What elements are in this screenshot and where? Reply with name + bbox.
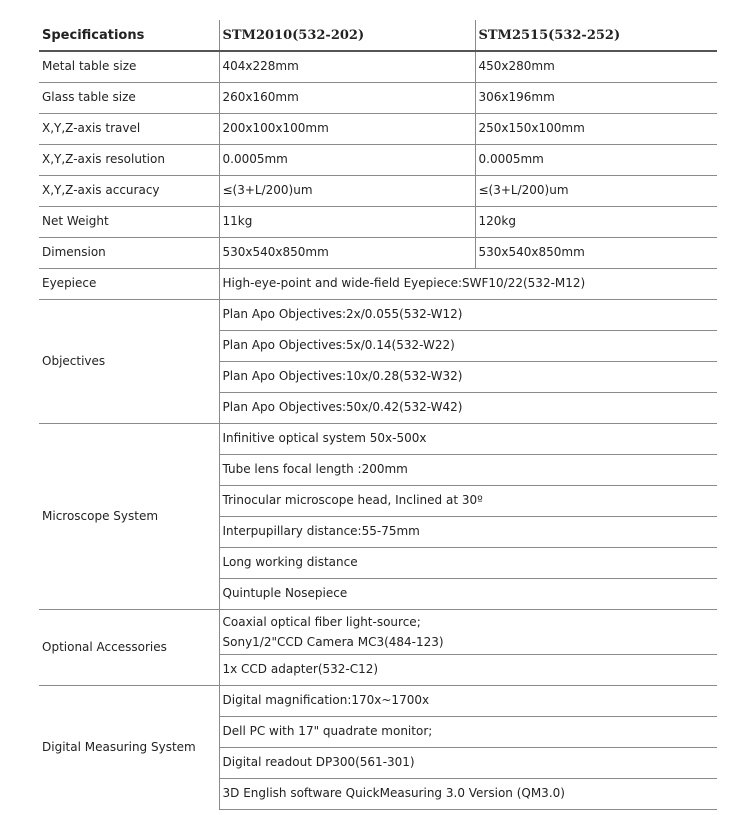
row-label: X,Y,Z-axis resolution <box>39 144 219 175</box>
microscope-item: Tube lens focal length :200mm <box>219 454 717 485</box>
row-value-stm2010: 530x540x850mm <box>219 237 475 268</box>
eyepiece-value: High-eye-point and wide-field Eyepiece:SWF10/22(532-M12) <box>219 268 717 299</box>
objective-item: Plan Apo Objectives:2x/0.055(532-W12) <box>219 299 717 330</box>
objective-item: Plan Apo Objectives:10x/0.28(532-W32) <box>219 361 717 392</box>
table-row <box>39 206 717 237</box>
table-row <box>39 237 717 268</box>
row-value-stm2010: ≤(3+L/200)um <box>219 175 475 206</box>
accessories-row <box>39 609 717 654</box>
objective-item: Plan Apo Objectives:50x/0.42(532-W42) <box>219 392 717 423</box>
microscope-item: Interpupillary distance:55-75mm <box>219 516 717 547</box>
header-specifications: Specifications <box>39 20 219 51</box>
microscope-row <box>39 423 717 454</box>
eyepiece-label: Eyepiece <box>39 268 219 299</box>
header-model-stm2515: STM2515(532-252) <box>475 20 717 51</box>
optional-accessories-label: Optional Accessories <box>39 609 219 685</box>
table-row <box>39 175 717 206</box>
digital-item: Dell PC with 17" quadrate monitor; <box>219 716 717 747</box>
microscope-item: Infinitive optical system 50x-500x <box>219 423 717 454</box>
row-label: Dimension <box>39 237 219 268</box>
objectives-label: Objectives <box>39 299 219 423</box>
eyepiece-row <box>39 268 717 299</box>
row-value-stm2515: 250x150x100mm <box>475 113 717 144</box>
table-row <box>39 51 717 82</box>
row-value-stm2010: 0.0005mm <box>219 144 475 175</box>
row-value-stm2515: 120kg <box>475 206 717 237</box>
accessory-item: 1x CCD adapter(532-C12) <box>219 654 717 685</box>
row-label: Metal table size <box>39 51 219 82</box>
row-label: Glass table size <box>39 82 219 113</box>
row-value-stm2010: 11kg <box>219 206 475 237</box>
row-value-stm2515: 306x196mm <box>475 82 717 113</box>
digital-item: Digital readout DP300(561-301) <box>219 747 717 778</box>
row-label: X,Y,Z-axis accuracy <box>39 175 219 206</box>
objectives-row <box>39 299 717 330</box>
header-row <box>39 20 717 51</box>
row-label: Net Weight <box>39 206 219 237</box>
table-row <box>39 82 717 113</box>
table-row <box>39 144 717 175</box>
specifications-table <box>39 20 717 810</box>
digital-item: Digital magnification:170x~1700x <box>219 685 717 716</box>
row-value-stm2515: 450x280mm <box>475 51 717 82</box>
microscope-system-label: Microscope System <box>39 423 219 609</box>
row-value-stm2010: 200x100x100mm <box>219 113 475 144</box>
row-value-stm2515: 0.0005mm <box>475 144 717 175</box>
accessory-line: Coaxial optical fiber light-source; <box>222 614 421 629</box>
accessory-item <box>219 609 717 654</box>
row-value-stm2515: ≤(3+L/200)um <box>475 175 717 206</box>
microscope-item: Trinocular microscope head, Inclined at 30º <box>219 485 717 516</box>
header-model-stm2010: STM2010(532-202) <box>219 20 475 51</box>
row-value-stm2010: 260x160mm <box>219 82 475 113</box>
table-row <box>39 113 717 144</box>
accessory-line: Sony1/2"CCD Camera MC3(484-123) <box>222 634 444 649</box>
objective-item: Plan Apo Objectives:5x/0.14(532-W22) <box>219 330 717 361</box>
digital-row <box>39 685 717 716</box>
digital-item: 3D English software QuickMeasuring 3.0 Version (QM3.0) <box>219 778 717 809</box>
row-label: X,Y,Z-axis travel <box>39 113 219 144</box>
row-value-stm2515: 530x540x850mm <box>475 237 717 268</box>
row-value-stm2010: 404x228mm <box>219 51 475 82</box>
microscope-item: Quintuple Nosepiece <box>219 578 717 609</box>
microscope-item: Long working distance <box>219 547 717 578</box>
digital-measuring-system-label: Digital Measuring System <box>39 685 219 809</box>
